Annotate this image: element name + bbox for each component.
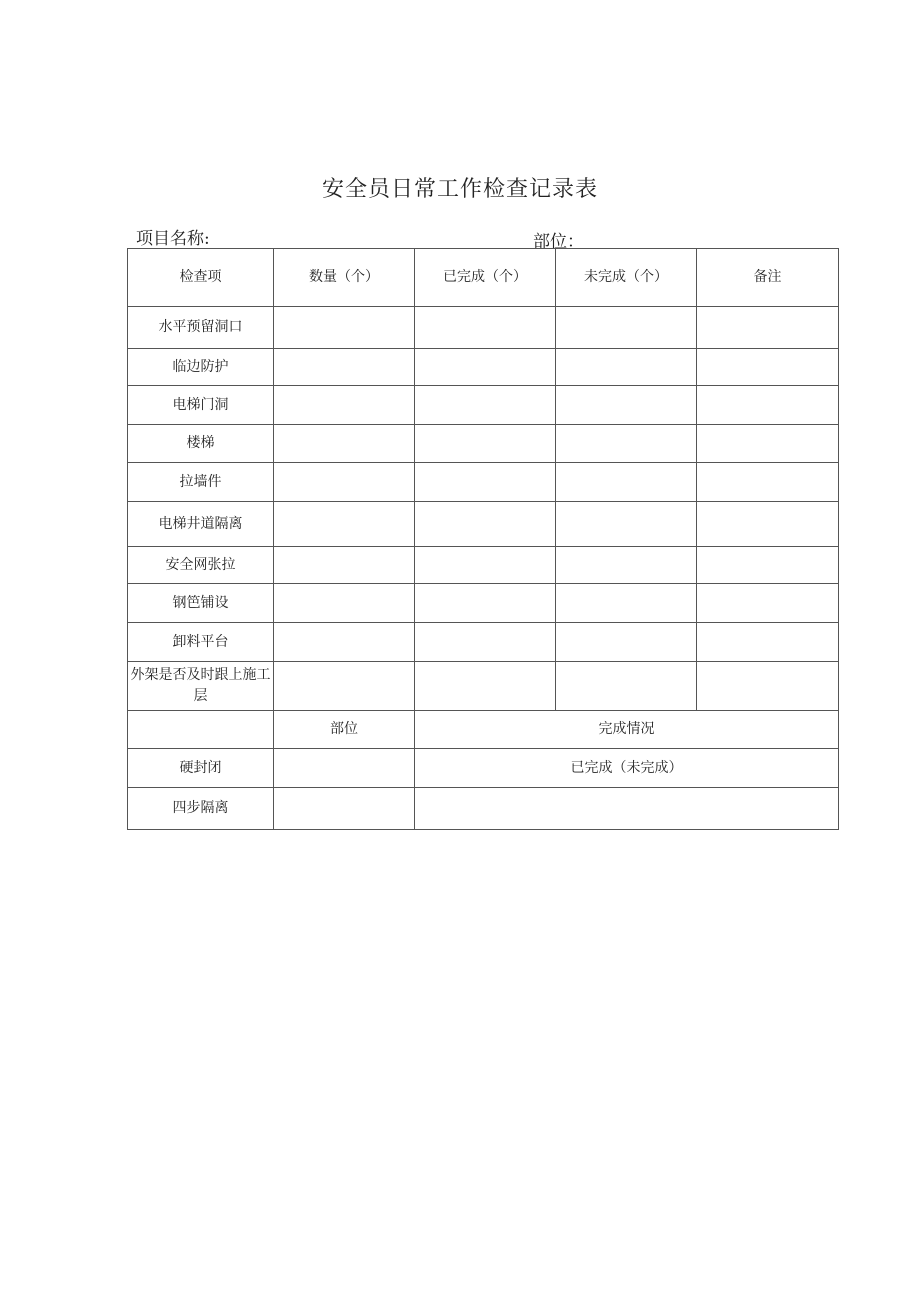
quantity-cell[interactable] [274,584,415,623]
inspection-table [127,248,839,830]
row-item-label: 四步隔离 [128,788,274,830]
quantity-cell[interactable] [274,502,415,547]
table-row [128,662,839,711]
done-cell[interactable] [415,623,556,662]
table-row [128,584,839,623]
quantity-cell[interactable] [274,386,415,425]
header-quantity: 数量（个） [274,249,415,307]
row-item-label: 电梯井道隔离 [128,502,274,547]
quantity-cell[interactable] [274,425,415,463]
undone-cell[interactable] [556,425,697,463]
sub-header-location: 部位 [274,711,415,749]
quantity-cell[interactable] [274,662,415,711]
done-cell[interactable] [415,386,556,425]
sub-header-status: 完成情况 [415,711,839,749]
location-cell[interactable] [274,788,415,830]
header-remark: 备注 [697,249,839,307]
remark-cell[interactable] [697,463,839,502]
page-title: 安全员日常工作检查记录表 [321,177,598,202]
table-row [128,349,839,386]
undone-cell[interactable] [556,502,697,547]
row-item-label: 临边防护 [128,349,274,386]
remark-cell[interactable] [697,662,839,711]
table-header-row [128,249,839,307]
undone-cell[interactable] [556,386,697,425]
header-undone: 未完成（个） [556,249,697,307]
header-item: 检查项 [128,249,274,307]
quantity-cell[interactable] [274,463,415,502]
sub-header-row [128,711,839,749]
remark-cell[interactable] [697,425,839,463]
undone-cell[interactable] [556,307,697,349]
quantity-cell[interactable] [274,349,415,386]
quantity-cell[interactable] [274,623,415,662]
undone-cell[interactable] [556,547,697,584]
done-cell[interactable] [415,502,556,547]
remark-cell[interactable] [697,386,839,425]
table-row [128,749,839,788]
undone-cell[interactable] [556,463,697,502]
table-row [128,547,839,584]
done-cell[interactable] [415,547,556,584]
project-name-label: 项目名称: [136,229,210,249]
done-cell[interactable] [415,349,556,386]
table-row [128,623,839,662]
done-cell[interactable] [415,584,556,623]
done-cell[interactable] [415,662,556,711]
row-item-label: 卸料平台 [128,623,274,662]
row-item-label: 安全网张拉 [128,547,274,584]
quantity-cell[interactable] [274,547,415,584]
table-row [128,463,839,502]
done-cell[interactable] [415,463,556,502]
row-item-label: 楼梯 [128,425,274,463]
header-done: 已完成（个） [415,249,556,307]
done-cell[interactable] [415,425,556,463]
undone-cell[interactable] [556,349,697,386]
row-item-label: 电梯门洞 [128,386,274,425]
status-cell[interactable] [415,788,839,830]
row-item-label: 硬封闭 [128,749,274,788]
location-label: 部位： [533,232,584,252]
table-row [128,425,839,463]
row-item-label: 外架是否及时跟上施工层 [128,662,274,711]
done-cell[interactable] [415,307,556,349]
undone-cell[interactable] [556,584,697,623]
table-row [128,386,839,425]
remark-cell[interactable] [697,547,839,584]
sub-header-blank [128,711,274,749]
remark-cell[interactable] [697,623,839,662]
location-cell[interactable] [274,749,415,788]
undone-cell[interactable] [556,623,697,662]
row-item-label: 钢笆铺设 [128,584,274,623]
remark-cell[interactable] [697,307,839,349]
remark-cell[interactable] [697,349,839,386]
table-row [128,788,839,830]
row-item-label: 拉墙件 [128,463,274,502]
undone-cell[interactable] [556,662,697,711]
quantity-cell[interactable] [274,307,415,349]
row-item-label: 水平预留洞口 [128,307,274,349]
status-cell[interactable]: 已完成（未完成） [415,749,839,788]
remark-cell[interactable] [697,584,839,623]
remark-cell[interactable] [697,502,839,547]
table-row [128,307,839,349]
table-row [128,502,839,547]
